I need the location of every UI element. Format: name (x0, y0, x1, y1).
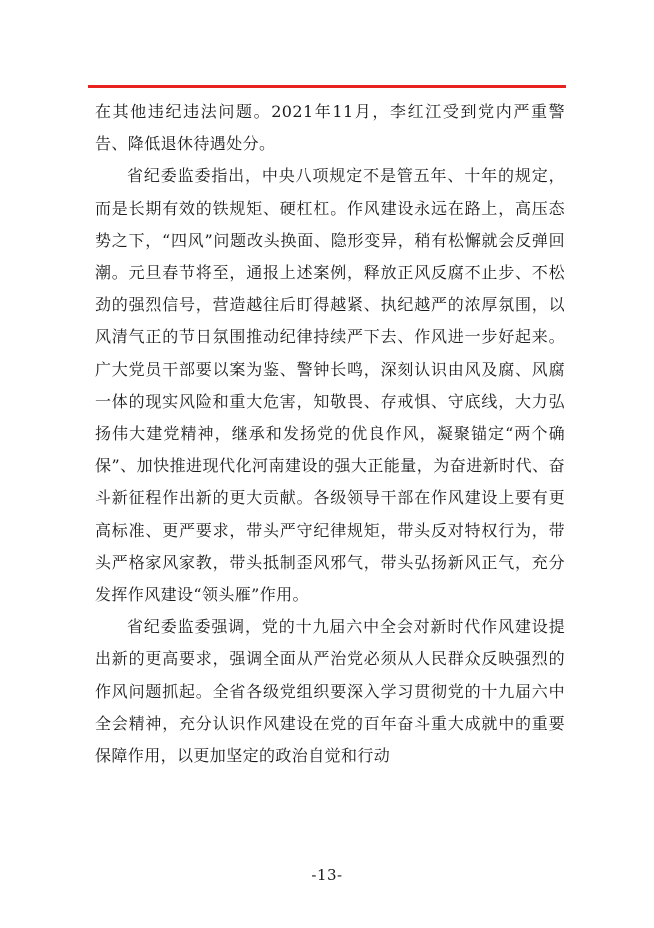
page-number: -13- (311, 866, 343, 884)
header-red-rule (88, 85, 566, 88)
body-text (95, 96, 565, 772)
paragraph-commission-points-out: 省纪委监委指出，中央八项规定不是管五年、十年的规定，而是长期有效的铁规矩、硬杠杠。作风建设永远在路上，高压态势之下，“四风”问题改头换面、隐形变异，稍有松懈就会反弹回潮。元旦春节将至，通报上述案例，释放正风反腐不止步、不松劲的强烈信号，营造越往后盯得越紧、执纪越严的浓厚氛围，以风清气正的节日氛围推动纪律持续严下去、作风进一步好起来。广大党员干部要以案为鉴、警钟长鸣，深刻认识由风及腐、风腐一体的现实风险和重大危害，知敬畏、存戒惧、守底线，大力弘扬伟大建党精神，继承和发扬党的优良作风，凝聚锚定“两个确保”、加快推进现代化河南建设的强大正能量，为奋进新时代、奋斗新征程作出新的更大贡献。各级领导干部在作风建设上要有更高标准、更严要求，带头严守纪律规矩，带头反对特权行为，带头严格家风家教，带头抵制歪风邪气，带头弘扬新风正气，充分发挥作风建设“领头雁”作用。 (95, 166, 565, 605)
paragraph-commission-emphasizes: 省纪委监委强调，党的十九届六中全会对新时代作风建设提出新的更高要求，强调全面从严治党必须从人民群众反映强烈的作风问题抓起。全省各级党组织要深入学习贯彻党的十九届六中全会精神，充分认识作风建设在党的百年奋斗重大成就中的重要保障作用，以更加坚定的政治自觉和行动 (95, 617, 565, 766)
paragraph-continuation: 在其他违纪违法问题。2021年11月，李红江受到党内严重警告、降低退休待遇处分。 (95, 102, 565, 154)
